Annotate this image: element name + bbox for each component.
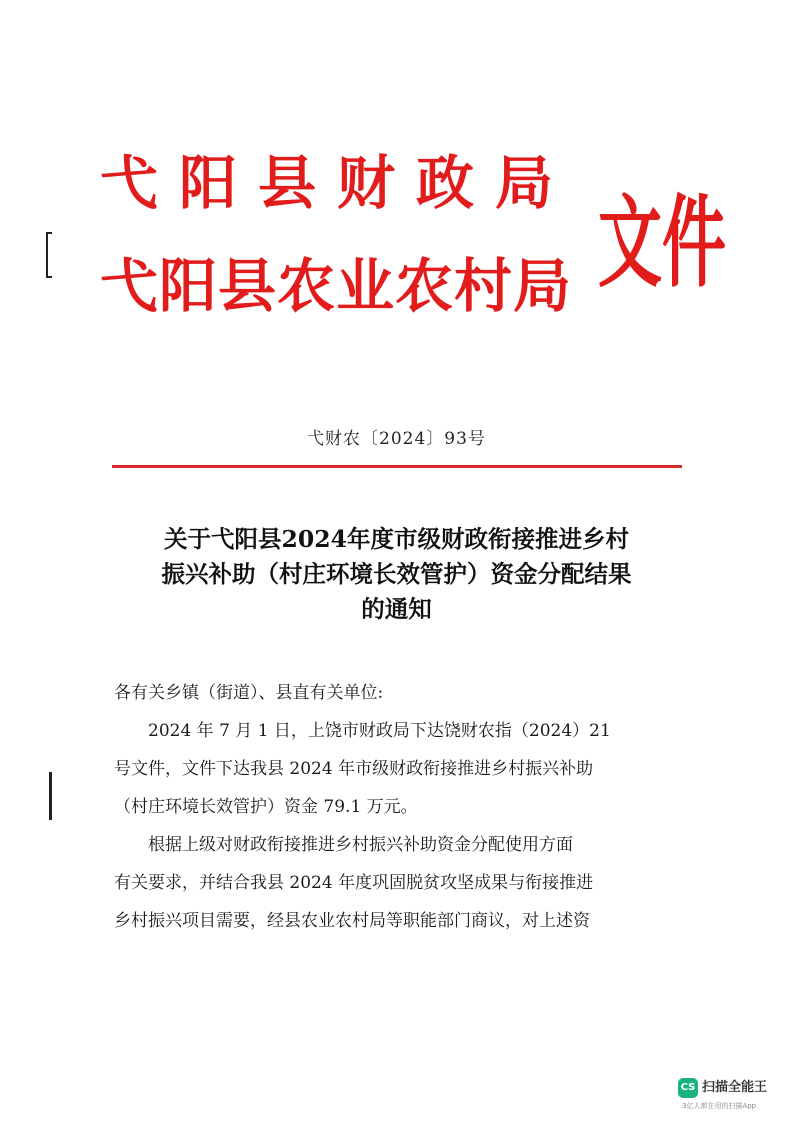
red-masthead: [100, 140, 726, 350]
document-title: [100, 522, 693, 627]
body-line: 有关要求，并结合我县 2024 年度巩固脱贫攻坚成果与衔接推进: [114, 873, 594, 893]
scan-mark: [46, 232, 52, 234]
scan-mark: [46, 234, 48, 278]
body-line: 2024 年 7 月 1 日，上饶市财政局下达饶财农指（2024）21: [148, 721, 611, 741]
salutation: 各有关乡镇（街道）、县直有关单位:: [114, 683, 384, 703]
issuer-agriculture-bureau: 弋阳县农业农村局: [100, 252, 573, 320]
camscanner-logo-icon: CS: [678, 1078, 698, 1098]
document-number: 弋财农〔2024〕93号: [307, 429, 486, 449]
scanner-watermark: [678, 1076, 788, 1116]
scan-mark: [49, 772, 52, 820]
issuer-finance-bureau: 弋阳县财政局: [100, 149, 575, 217]
title-line-3: 的通知: [361, 595, 432, 623]
scan-mark: [46, 276, 52, 278]
body-line: 根据上级对财政衔接推进乡村振兴补助资金分配使用方面: [148, 835, 573, 855]
document-body: [114, 674, 684, 940]
red-divider-line: [112, 465, 682, 468]
scanner-app-name: 扫描全能王: [702, 1080, 768, 1095]
body-line: （村庄环境长效管护）资金 79.1 万元。: [114, 797, 418, 817]
scanner-tagline: 3亿人都在用的扫描App: [682, 1102, 757, 1110]
body-line: 号文件，文件下达我县 2024 年市级财政衔接推进乡村振兴补助: [114, 759, 594, 779]
title-line-1: 关于弋阳县2024年度市级财政衔接推进乡村: [164, 525, 629, 553]
document-type-label: 文件: [598, 187, 726, 302]
title-line-2: 振兴补助（村庄环境长效管护）资金分配结果: [161, 560, 632, 588]
body-line: 乡村振兴项目需要，经县农业农村局等职能部门商议，对上述资: [114, 911, 590, 931]
